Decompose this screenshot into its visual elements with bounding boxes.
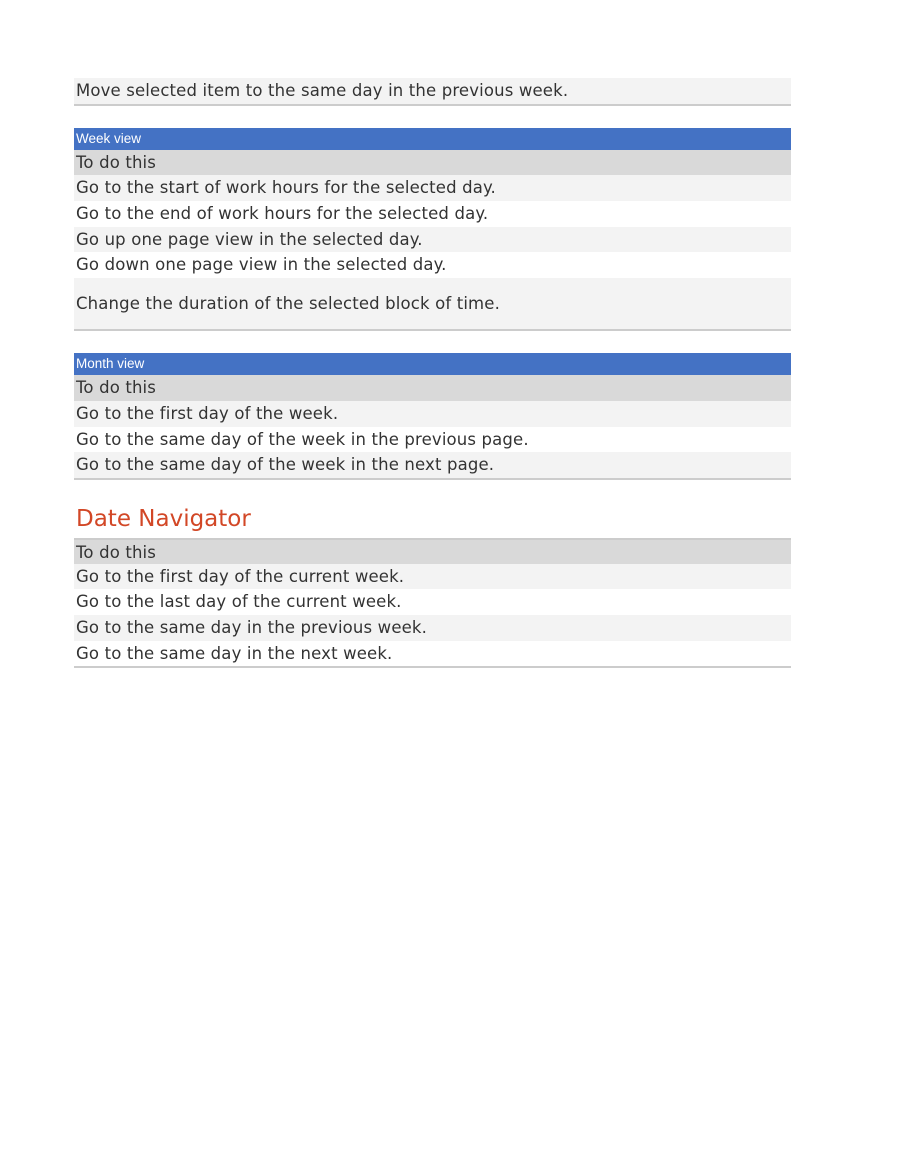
table-row: Move selected item to the same day in the previous week. xyxy=(74,78,791,104)
table-row: Go down one page view in the selected day. xyxy=(74,252,791,278)
table-row: Change the duration of the selected block of time. xyxy=(74,278,791,329)
table-title: Week view xyxy=(74,128,791,150)
date-navigator-table xyxy=(74,538,791,668)
table-row: Go to the first day of the week. xyxy=(74,401,791,427)
table-divider xyxy=(74,666,791,668)
table-row: Go to the last day of the current week. xyxy=(74,589,791,615)
table-row: Go to the same day of the week in the previous page. xyxy=(74,427,791,453)
table-row: Go to the first day of the current week. xyxy=(74,564,791,590)
table-header: To do this xyxy=(74,538,791,564)
table-row: Go up one page view in the selected day. xyxy=(74,227,791,253)
table-row: Go to the same day in the next week. xyxy=(74,641,791,667)
table-row: Go to the same day of the week in the next page. xyxy=(74,452,791,478)
table-row: Go to the end of work hours for the selected day. xyxy=(74,201,791,227)
table-divider xyxy=(74,478,791,480)
week-view-table xyxy=(74,128,791,331)
month-view-table xyxy=(74,353,791,480)
document-page xyxy=(74,78,791,668)
table-header: To do this xyxy=(74,375,791,401)
section-heading: Date Navigator xyxy=(76,505,251,532)
table-title: Month view xyxy=(74,353,791,375)
table-row: Go to the start of work hours for the selected day. xyxy=(74,175,791,201)
table-row: Go to the same day in the previous week. xyxy=(74,615,791,641)
table-header: To do this xyxy=(74,150,791,176)
top-table xyxy=(74,78,791,106)
